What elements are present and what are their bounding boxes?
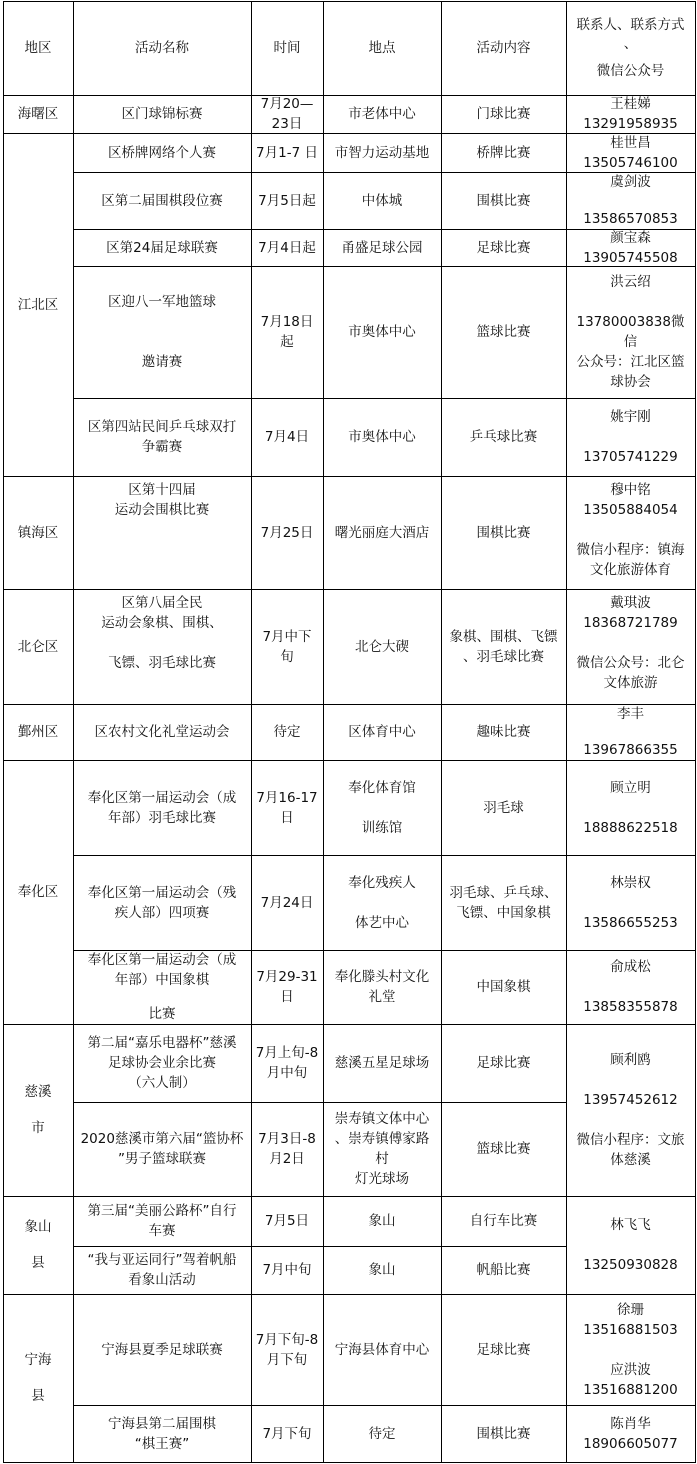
region-line: 宁海 xyxy=(24,1352,52,1368)
time-cell xyxy=(251,133,323,172)
region-line: 县 xyxy=(31,1255,45,1271)
cell-line: 围棋比赛 xyxy=(476,192,531,209)
cell-line: 顾利鸥 xyxy=(610,1052,651,1068)
cell-line: 宁海县第二届围棋 xyxy=(108,1415,216,1432)
header-contact xyxy=(566,1,695,95)
region-cell xyxy=(3,133,73,476)
cell-line: 13516881200 xyxy=(583,1381,678,1398)
time-cell xyxy=(251,1024,323,1102)
content-cell xyxy=(441,229,566,266)
cell-line: 市奥体中心 xyxy=(348,429,416,445)
place-cell xyxy=(323,760,441,855)
place-cell xyxy=(323,1024,441,1102)
content-cell xyxy=(441,95,566,133)
activity-name-cell xyxy=(73,1405,251,1462)
cell-line: 7月5日 xyxy=(264,1213,310,1229)
cell-line: 车赛 xyxy=(148,1223,176,1239)
activity-name-cell xyxy=(73,95,251,133)
cell-line: 月2日 xyxy=(269,1151,305,1167)
time-cell xyxy=(251,95,323,133)
cell-line: 中国象棋 xyxy=(476,979,531,995)
header-time xyxy=(251,1,323,95)
cell-line: 象棋、围棋、飞镖 xyxy=(449,628,558,645)
contact-cell xyxy=(566,760,695,855)
cell-line: 飞镖、羽毛球比赛 xyxy=(108,655,216,671)
cell-line: 奉化区第一届运动会（残 xyxy=(87,884,237,901)
cell-line: 待定 xyxy=(368,1425,396,1442)
cell-line: （六人制） xyxy=(128,1075,196,1091)
place-cell xyxy=(323,1246,441,1294)
cell-line: 市智力运动基地 xyxy=(334,144,430,161)
activity-name-cell xyxy=(73,1024,251,1102)
cell-line: 体艺中心 xyxy=(355,914,409,931)
cell-line: 7月4日起 xyxy=(258,239,316,256)
region-cell xyxy=(3,1294,73,1462)
contact-cell xyxy=(566,704,695,760)
region-cell xyxy=(3,476,73,589)
region-line: 象山 xyxy=(24,1219,52,1235)
content-cell xyxy=(441,589,566,704)
cell-line: 桥牌比赛 xyxy=(476,144,531,161)
contact-cell xyxy=(566,855,695,950)
contact-cell xyxy=(566,1196,695,1294)
cell-line: 自行车比赛 xyxy=(469,1213,538,1229)
cell-line: 奉化区第一届运动会（成 xyxy=(87,789,237,806)
place-cell xyxy=(323,398,441,476)
activity-name-cell xyxy=(73,476,251,589)
cell-line: 第二届“嘉乐电器杯”慈溪 xyxy=(87,1035,237,1051)
header-place xyxy=(323,1,441,95)
place-cell xyxy=(323,476,441,589)
time-cell xyxy=(251,855,323,950)
content-cell xyxy=(441,172,566,229)
cell-line: ”男子篮球联赛 xyxy=(118,1151,206,1167)
cell-line: 7月中下 xyxy=(262,628,312,645)
cell-line: 待定 xyxy=(273,724,301,740)
cell-line: 甬盛足球公园 xyxy=(341,239,423,256)
cell-line: 林飞飞 xyxy=(610,1217,651,1233)
content-cell xyxy=(441,1196,566,1246)
cell-line: 活动名称 xyxy=(135,40,189,56)
cell-line: 时间 xyxy=(273,40,301,56)
content-cell xyxy=(441,266,566,398)
cell-line: 宁海县夏季足球联赛 xyxy=(101,1341,223,1358)
cell-line: 邀请赛 xyxy=(141,354,183,370)
content-cell xyxy=(441,1102,566,1196)
contact-cell xyxy=(566,266,695,398)
cell-line: 市奥体中心 xyxy=(348,324,416,340)
time-cell xyxy=(251,1405,323,1462)
cell-line: 2020慈溪市第六届“篮协杯 xyxy=(80,1131,244,1147)
activity-name-cell xyxy=(73,172,251,229)
cell-line: 宁海县体育中心 xyxy=(334,1341,430,1358)
region-line: 县 xyxy=(31,1388,45,1404)
cell-line: 7月5日起 xyxy=(258,192,316,209)
content-cell xyxy=(441,1405,566,1462)
cell-line: 、崇寿镇傅家路 xyxy=(334,1131,430,1147)
content-cell xyxy=(441,1024,566,1102)
time-cell xyxy=(251,476,323,589)
cell-line: 镇海区 xyxy=(17,524,59,541)
time-cell xyxy=(251,760,323,855)
contact-cell xyxy=(566,133,695,172)
activity-name-cell xyxy=(73,589,251,704)
cell-line: 7月中旬 xyxy=(262,1262,312,1278)
cell-line: 奉化区 xyxy=(17,884,59,900)
cell-line: 虞剑波 xyxy=(610,174,651,190)
cell-line: 疾人部）四项赛 xyxy=(114,904,210,921)
cell-line: 文化旅游体育 xyxy=(590,562,671,578)
place-cell xyxy=(323,950,441,1024)
cell-line: 年部）羽毛球比赛 xyxy=(108,809,216,826)
row-divider xyxy=(3,1462,74,1463)
cell-line: 崇寿镇文体中心 xyxy=(334,1111,430,1127)
place-cell xyxy=(323,1405,441,1462)
cell-line: 桂世昌 xyxy=(610,134,651,151)
cell-line: 地点 xyxy=(368,40,396,56)
contact-cell xyxy=(566,172,695,229)
cell-line: 13780003838微信 xyxy=(576,314,685,350)
cell-line: 训练馆 xyxy=(361,819,403,836)
place-cell xyxy=(323,229,441,266)
cell-line: 北仑区 xyxy=(17,638,59,655)
cell-line: 洪云绍 xyxy=(610,274,651,290)
contact-cell xyxy=(566,398,695,476)
cell-line: 穆中铭 xyxy=(610,482,651,498)
activity-name-cell xyxy=(73,1294,251,1405)
cell-line: 13250930828 xyxy=(583,1257,678,1273)
cell-line: 曙光丽庭大酒店 xyxy=(334,524,430,541)
activity-name-cell xyxy=(73,1246,251,1294)
contact-cell xyxy=(566,1294,695,1405)
cell-line: 门球比赛 xyxy=(476,106,531,122)
contact-cell xyxy=(566,950,695,1024)
cell-line: 足球比赛 xyxy=(476,239,531,256)
contact-cell xyxy=(566,1024,695,1196)
cell-line: 颜宝森 xyxy=(610,229,651,246)
activity-name-cell xyxy=(73,704,251,760)
place-cell xyxy=(323,95,441,133)
activity-name-cell xyxy=(73,760,251,855)
cell-line: 7月下旬 xyxy=(262,1425,312,1442)
cell-line: 应洪波 xyxy=(610,1361,651,1378)
content-cell xyxy=(441,760,566,855)
row-divider xyxy=(73,1462,567,1463)
cell-line: “我与亚运同行”驾着帆船 xyxy=(87,1252,237,1268)
cell-line: 7月25日 xyxy=(260,524,314,541)
cell-line: 篮球比赛 xyxy=(476,1141,531,1157)
cell-line: 13858355878 xyxy=(583,999,678,1015)
header-contact-line: 、 xyxy=(623,35,638,52)
time-cell xyxy=(251,704,323,760)
cell-line: 日 xyxy=(280,809,294,826)
time-cell xyxy=(251,1294,323,1405)
content-cell xyxy=(441,1246,566,1294)
row-divider xyxy=(566,1462,696,1463)
cell-line: 运动会象棋、围棋、 xyxy=(101,615,223,631)
region-cell xyxy=(3,1024,73,1196)
cell-line: 7月29-31 xyxy=(256,969,318,985)
cell-line: 文体旅游 xyxy=(603,675,658,691)
time-cell xyxy=(251,950,323,1024)
time-cell xyxy=(251,1102,323,1196)
cell-line: 俞成松 xyxy=(610,959,651,975)
cell-line: 13586570853 xyxy=(583,211,678,227)
activity-name-cell xyxy=(73,855,251,950)
cell-line: 奉化体育馆 xyxy=(348,779,416,796)
cell-line: 飞镖、中国象棋 xyxy=(456,904,551,921)
cell-line: 姚宇刚 xyxy=(610,409,651,425)
content-cell xyxy=(441,398,566,476)
cell-line: 围棋比赛 xyxy=(476,1425,531,1442)
cell-line: 微信小程序：文旅 xyxy=(576,1132,685,1148)
cell-line: 奉化滕头村文化 xyxy=(334,969,430,985)
contact-cell xyxy=(566,229,695,266)
cell-line: 微信小程序：镇海 xyxy=(576,542,685,558)
region-cell xyxy=(3,760,73,1024)
cell-line: 篮球比赛 xyxy=(476,324,531,340)
cell-line: 鄞州区 xyxy=(17,724,59,740)
cell-line: 区第二届围棋段位赛 xyxy=(101,192,223,209)
cell-line: 象山 xyxy=(368,1262,396,1278)
header-contact-line: 微信公众号 xyxy=(596,62,665,79)
content-cell xyxy=(441,1294,566,1405)
content-cell xyxy=(441,950,566,1024)
cell-line: 13957452612 xyxy=(583,1092,678,1108)
region-line: 市 xyxy=(31,1120,45,1136)
cell-line: 灯光球场 xyxy=(355,1171,409,1187)
cell-line: 7月20— xyxy=(260,96,314,112)
region-cell xyxy=(3,1196,73,1294)
cell-line: 旬 xyxy=(280,648,294,665)
cell-line: 围棋比赛 xyxy=(476,524,531,541)
cell-line: 中体城 xyxy=(361,192,403,209)
cell-line: 海曙区 xyxy=(17,106,59,122)
activity-name-cell xyxy=(73,1196,251,1246)
cell-line: 7月4日 xyxy=(264,429,310,445)
cell-line: 争霸赛 xyxy=(141,439,183,455)
cell-line: 7月3日-8 xyxy=(258,1131,316,1147)
cell-line: 羽毛球、乒乓球、 xyxy=(449,884,558,901)
time-cell xyxy=(251,1246,323,1294)
time-cell xyxy=(251,1196,323,1246)
activity-name-cell xyxy=(73,1102,251,1196)
cell-line: 13505884054 xyxy=(583,502,678,518)
cell-line: 球协会 xyxy=(610,374,651,390)
region-cell xyxy=(3,589,73,704)
cell-line: “棋王赛” xyxy=(134,1435,190,1452)
cell-line: 奉化区第一届运动会（成 xyxy=(87,952,237,968)
cell-line: 区农村文化礼堂运动会 xyxy=(94,724,230,740)
cell-line: 运动会围棋比赛 xyxy=(114,502,210,518)
contact-cell xyxy=(566,95,695,133)
cell-line: 18888622518 xyxy=(583,819,678,836)
cell-line: 市老体中心 xyxy=(348,106,416,122)
cell-line: 奉化残疾人 xyxy=(348,874,416,891)
cell-line: 13505746100 xyxy=(583,154,678,171)
cell-line: 7月下旬-8 xyxy=(255,1331,319,1348)
cell-line: 区迎八一军地篮球 xyxy=(108,294,216,310)
cell-line: 区体育中心 xyxy=(348,724,416,740)
cell-line: 区第24届足球联赛 xyxy=(106,239,218,256)
header-region xyxy=(3,1,73,95)
cell-line: 李丰 xyxy=(617,706,644,722)
region-line: 慈溪 xyxy=(24,1084,52,1100)
activity-name-cell xyxy=(73,229,251,266)
cell-line: 足球比赛 xyxy=(476,1341,531,1358)
cell-line: 7月24日 xyxy=(260,894,314,911)
contact-cell xyxy=(566,476,695,589)
cell-line: 7月上旬-8 xyxy=(255,1045,319,1061)
cell-line: 羽毛球 xyxy=(483,799,524,816)
cell-line: 王桂娣 xyxy=(610,96,651,112)
place-cell xyxy=(323,133,441,172)
activity-name-cell xyxy=(73,398,251,476)
cell-line: 体慈溪 xyxy=(610,1152,651,1168)
cell-line: 象山 xyxy=(368,1213,396,1229)
cell-line: 戴琪波 xyxy=(610,595,651,611)
place-cell xyxy=(323,1196,441,1246)
cell-line: 7月1-7 日 xyxy=(256,144,318,161)
cell-line: 慈溪五星足球场 xyxy=(334,1055,430,1071)
contact-cell xyxy=(566,589,695,704)
activity-name-cell xyxy=(73,266,251,398)
cell-line: 比赛 xyxy=(148,1006,176,1022)
cell-line: 趣味比赛 xyxy=(476,724,531,740)
cell-line: 月中旬 xyxy=(266,1065,308,1081)
cell-line: 18368721789 xyxy=(583,615,678,631)
content-cell xyxy=(441,704,566,760)
time-cell xyxy=(251,266,323,398)
place-cell xyxy=(323,266,441,398)
cell-line: 林崇权 xyxy=(610,874,651,891)
activity-name-cell xyxy=(73,950,251,1024)
cell-line: 月下旬 xyxy=(266,1351,308,1368)
column-divider xyxy=(695,1,696,1463)
time-cell xyxy=(251,172,323,229)
cell-line: 足球比赛 xyxy=(476,1055,531,1071)
cell-line: 13905745508 xyxy=(583,249,678,266)
cell-line: 13586655253 xyxy=(583,914,678,931)
content-cell xyxy=(441,133,566,172)
cell-line: 微信公众号：北仑 xyxy=(576,655,685,671)
cell-line: 区第十四届 xyxy=(128,482,196,498)
content-cell xyxy=(441,476,566,589)
cell-line: 23日 xyxy=(271,116,303,132)
header-name xyxy=(73,1,251,95)
time-cell xyxy=(251,589,323,704)
content-cell xyxy=(441,855,566,950)
cell-line: 13291958935 xyxy=(583,116,678,132)
contact-cell xyxy=(566,1405,695,1462)
cell-line: 乒乓球比赛 xyxy=(469,429,538,445)
place-cell xyxy=(323,704,441,760)
place-cell xyxy=(323,589,441,704)
cell-line: 地区 xyxy=(24,40,52,56)
activity-name-cell xyxy=(73,133,251,172)
cell-line: 区门球锦标赛 xyxy=(121,106,203,122)
cell-line: 第三届“美丽公路杯”自行 xyxy=(87,1203,237,1219)
place-cell xyxy=(323,1102,441,1196)
cell-line: 7月16-17 xyxy=(256,789,318,806)
cell-line: 区第八届全民 xyxy=(121,595,203,611)
cell-line: 、羽毛球比赛 xyxy=(463,648,544,665)
cell-line: 年部）中国象棋 xyxy=(114,972,210,988)
cell-line: 顾立明 xyxy=(610,779,651,796)
cell-line: 13967866355 xyxy=(583,742,678,758)
cell-line: 北仑大碶 xyxy=(355,638,409,655)
cell-line: 7月18日 xyxy=(260,314,314,330)
region-cell xyxy=(3,704,73,760)
cell-line: 13705741229 xyxy=(583,449,678,465)
time-cell xyxy=(251,229,323,266)
cell-line: 帆船比赛 xyxy=(476,1262,531,1278)
cell-line: 江北区 xyxy=(17,296,59,313)
cell-line: 日 xyxy=(280,989,294,1005)
cell-line: 起 xyxy=(280,334,294,350)
header-contact-line: 联系人、联系方式 xyxy=(576,16,685,33)
cell-line: 陈肖华 xyxy=(610,1415,651,1432)
cell-line: 18906605077 xyxy=(583,1435,678,1452)
cell-line: 区桥牌网络个人赛 xyxy=(108,144,216,161)
cell-line: 礼堂 xyxy=(368,989,396,1005)
cell-line: 活动内容 xyxy=(476,40,531,56)
place-cell xyxy=(323,172,441,229)
place-cell xyxy=(323,855,441,950)
place-cell xyxy=(323,1294,441,1405)
cell-line: 村 xyxy=(375,1151,389,1167)
cell-line: 公众号：江北区篮 xyxy=(576,354,685,370)
time-cell xyxy=(251,398,323,476)
cell-line: 看象山活动 xyxy=(128,1272,196,1288)
cell-line: 足球协会业余比赛 xyxy=(108,1055,216,1071)
region-cell xyxy=(3,95,73,133)
header-content xyxy=(441,1,566,95)
cell-line: 徐珊13516881503 xyxy=(583,1301,678,1338)
cell-line: 区第四站民间乒乓球双打 xyxy=(87,419,237,435)
